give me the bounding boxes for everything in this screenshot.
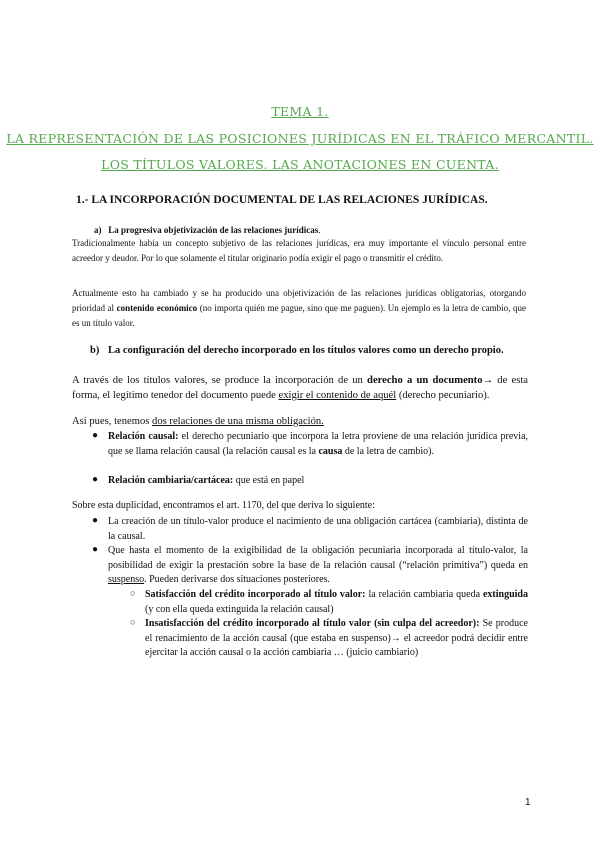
subheading-b: b) La configuración del derecho incorporado en los títulos valores como un derecho propio. xyxy=(90,345,504,356)
subbullet-satisfaccion: Satisfacción del crédito incorporado al título valor: la relación cambiaria queda extinguida (y con ella queda extinguida la relación causal) xyxy=(145,589,528,615)
paragraph-b1: A través de los títulos valores, se produce la incorporación de un derecho a un documento→ de esta forma, el legítimo tenedor del documento puede exigir el contenido de aquél (derecho pecuniario). xyxy=(72,375,528,401)
bullet-disc-icon: ● xyxy=(92,474,99,485)
paragraph-a1: Tradicionalmente había un concepto subjetivo de las relaciones jurídicas, era muy importante el vínculo personal entre acreedor y deudor. Por lo que solamente el titular originario podía exigir el pago o transmitir el crédito. xyxy=(72,238,526,263)
bullet-relacion-cambiaria: Relación cambiaria/cartácea: que está en papel xyxy=(108,475,305,486)
subbullet-insatisfaccion: Insatisfacción del crédito incorporado al título valor (sin culpa del acreedor): Se produce el renacimiento de la acción causal (que estaba en suspenso)→ el acreedor podrá decidir entre ejercitar la acción causal o la acción cambiaria … (juicio cambiario) xyxy=(145,618,528,658)
title-line-1: TEMA 1. xyxy=(271,104,329,119)
bullet-disc-icon: ● xyxy=(92,430,99,441)
title-line-3: LOS TÍTULOS VALORES. LAS ANOTACIONES EN CUENTA. xyxy=(101,157,499,172)
page-number: 1 xyxy=(525,797,531,808)
bullet-disc-icon: ● xyxy=(92,544,99,555)
title-line-2: LA REPRESENTACIÓN DE LAS POSICIONES JURÍDICAS EN EL TRÁFICO MERCANTIL. xyxy=(6,131,594,146)
section-heading: 1.- LA INCORPORACIÓN DOCUMENTAL DE LAS RELACIONES JURÍDICAS. xyxy=(76,194,488,206)
subheading-a: a) La progresiva objetivización de las relaciones jurídicas. xyxy=(94,225,321,235)
bullet-creacion-titulo: La creación de un título-valor produce el nacimiento de una obligación cartácea (cambiaria), distinta de la causal. xyxy=(108,516,528,542)
bullet-circle-icon: ○ xyxy=(130,588,136,598)
bullet-disc-icon: ● xyxy=(92,515,99,526)
bullet-relacion-causal: Relación causal: el derecho pecuniario que incorpora la letra proviene de una relación jurídica previa, que se llama relación causal (la relación causal es la causa de la letra de cambio). xyxy=(108,431,529,457)
bullet-circle-icon: ○ xyxy=(130,617,136,627)
bullet-exigibilidad: Que hasta el momento de la exigibilidad de la obligación pecuniaria incorporada al título-valor, la posibilidad de exigir la prestación sobre la base de la relación causal (“relación primitiva”) queda en suspenso. Pueden derivarse dos situaciones posteriores. xyxy=(108,545,528,585)
paragraph-a2: Actualmente esto ha cambiado y se ha producido una objetivización de las relaciones jurídicas obligatorias, otorgando prioridad al contenido económico (no importa quién me pague, sino que me paguen). Un ejemplo es la letra de cambio, que es un título valor. xyxy=(72,288,526,328)
paragraph-b2: Así pues, tenemos dos relaciones de una misma obligación. xyxy=(72,416,324,427)
paragraph-b3: Sobre esta duplicidad, encontramos el art. 1170, del que deriva lo siguiente: xyxy=(72,500,375,511)
